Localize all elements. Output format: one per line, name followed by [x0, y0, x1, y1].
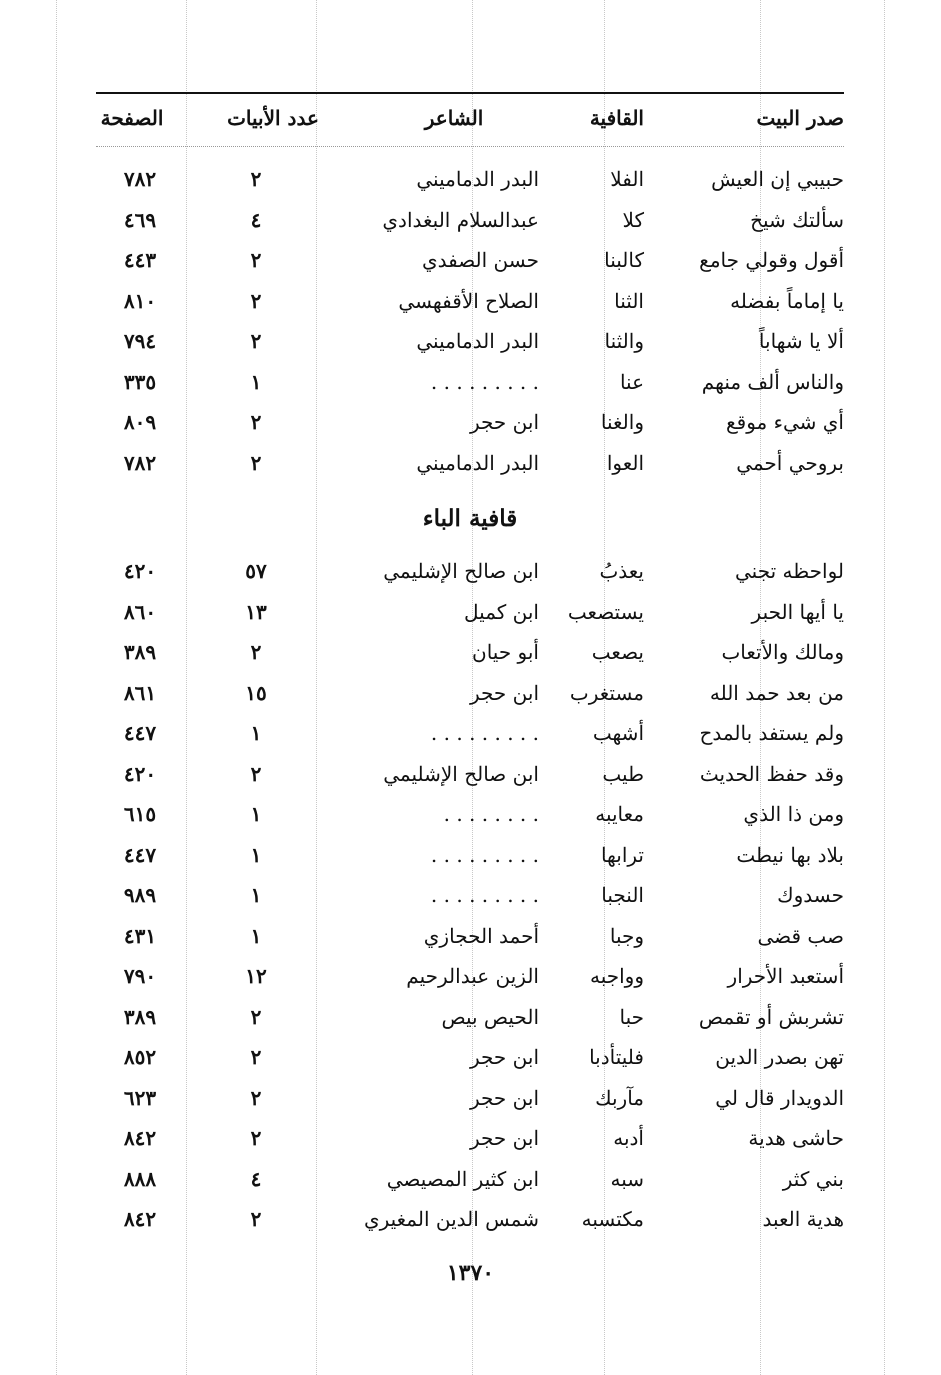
cell-shaer: ابن كثير المصيصي [386, 1166, 539, 1191]
cell-shaer: ابن صالح الإشليمي [383, 761, 539, 786]
cell-shaer: ابن حجر [469, 680, 539, 705]
cell-page: ٨٤٢ [123, 1207, 157, 1231]
cell-count: ٢ [250, 1004, 262, 1029]
cell-shaer: الزين عبدالرحيم [406, 964, 539, 988]
cell-shaer: البدر الدماميني [416, 167, 539, 191]
cell-shaer: الصلاح الأقفهسي [398, 288, 539, 313]
cell-qafiya: سبه [610, 1166, 644, 1191]
cell-page: ٦١٥ [123, 802, 157, 826]
cell-page: ٨٦١ [123, 680, 157, 705]
cell-page: ٤٤٧ [123, 842, 157, 867]
cell-shaer: الحيص بيص [441, 1004, 539, 1029]
cell-sadr: يا أيها الحبر [751, 599, 844, 624]
cell-sadr: صب قضى [757, 923, 844, 948]
cell-count: ١ [250, 883, 262, 907]
table-row [96, 281, 844, 322]
cell-page: ٧٨٢ [123, 167, 157, 191]
cell-count: ١٢ [245, 964, 267, 988]
table-row [96, 713, 844, 754]
cell-sadr: بلاد بها نيطت [736, 842, 844, 867]
table-row [96, 1159, 844, 1200]
cell-sadr: تشربش أو تقمص [698, 1004, 844, 1029]
cell-qafiya: والثنا [604, 329, 644, 353]
cell-page: ٩٨٩ [123, 883, 157, 907]
cell-count: ٢ [250, 248, 262, 272]
cell-page: ٦٢٣ [123, 1085, 157, 1110]
cell-count: ٢ [250, 1126, 262, 1150]
cell-sadr: سألتك شيخ [750, 207, 844, 232]
cell-sadr: ولم يستفد بالمدح [699, 721, 844, 745]
cell-shaer: أبو حيان [472, 640, 539, 664]
cell-sadr: والناس ألف منهم [701, 369, 844, 394]
cell-qafiya: طيب [602, 761, 644, 786]
cell-page: ٤٤٧ [123, 721, 157, 745]
table-row [96, 551, 844, 592]
table-header [96, 94, 844, 144]
cell-count: ٢ [250, 1045, 262, 1069]
cell-page: ٣٨٩ [123, 1004, 157, 1029]
cell-count: ١ [250, 369, 262, 394]
scan-line [56, 0, 57, 1375]
cell-count: ٢ [250, 640, 262, 664]
section-title: قافية الباء [422, 505, 518, 532]
index-table [96, 92, 844, 1240]
table-row [96, 443, 844, 484]
cell-count: ٢ [250, 1207, 262, 1231]
cell-page: ٧٨٢ [123, 450, 157, 475]
cell-qafiya: مستغرب [569, 680, 644, 705]
cell-shaer: البدر الدماميني [416, 450, 539, 475]
cell-sadr: أستعبد الأحرار [727, 964, 844, 988]
cell-shaer: ابن حجر [469, 1045, 539, 1069]
cell-count: ٢ [250, 450, 262, 475]
cell-page: ٨٠٩ [123, 410, 157, 434]
cell-qafiya: والغنا [600, 410, 644, 434]
cell-sadr: بني كثر [782, 1166, 844, 1191]
cell-sadr: تهن بصدر الدين [715, 1045, 844, 1069]
table-row [96, 794, 844, 835]
cell-count: ٢ [250, 288, 262, 313]
section-alif-rows [96, 159, 844, 483]
cell-sadr: ومن ذا الذي [743, 802, 844, 826]
cell-qafiya: وواجبه [590, 964, 644, 988]
cell-page: ٤٣١ [123, 923, 157, 948]
table-row [96, 673, 844, 714]
cell-count: ١٣ [245, 599, 267, 624]
cell-page: ٤٦٩ [123, 207, 157, 232]
cell-shaer: حسن الصفدي [421, 248, 539, 272]
cell-page: ٨٦٠ [123, 599, 157, 624]
header-count: عدد الأبيات [227, 106, 319, 130]
cell-qafiya: الفلا [610, 167, 644, 191]
cell-qafiya: كالبنا [604, 248, 644, 272]
cell-page: ٤٢٠ [123, 559, 157, 583]
header-page: الصفحة [100, 106, 164, 130]
cell-count: ١ [250, 721, 262, 745]
cell-page: ٣٨٩ [123, 640, 157, 664]
page-number: ١٣٧٠ [446, 1260, 495, 1286]
cell-count: ٢ [250, 1085, 262, 1110]
cell-sadr: حبيبي إن العيش [711, 167, 844, 191]
cell-count: ٢ [250, 329, 262, 353]
cell-page: ٨١٠ [123, 288, 157, 313]
cell-shaer: ابن صالح الإشليمي [383, 559, 539, 583]
cell-page: ٤٤٣ [123, 248, 157, 272]
table-row [96, 159, 844, 200]
cell-sadr: حسدوك [777, 883, 844, 907]
table-row [96, 592, 844, 633]
table-row [96, 200, 844, 241]
cell-qafiya: الثنا [614, 288, 644, 313]
cell-sadr: يا إماماً بفضله [730, 288, 844, 313]
cell-page: ٨٤٢ [123, 1126, 157, 1150]
cell-sadr: من بعد حمد الله [709, 680, 844, 705]
cell-page: ٨٥٢ [123, 1045, 157, 1069]
cell-count: ١ [250, 802, 262, 826]
table-row [96, 875, 844, 916]
cell-qafiya: معايبه [595, 802, 644, 826]
cell-page: ٨٨٨ [123, 1166, 157, 1191]
table-row [96, 1199, 844, 1240]
cell-sadr: لواحظه تجني [734, 559, 844, 583]
cell-qafiya: مكتسبه [581, 1207, 644, 1231]
cell-qafiya: يعذبُ [599, 559, 644, 583]
table-row [96, 362, 844, 403]
cell-sadr: الدويدار قال لي [715, 1085, 844, 1110]
cell-sadr: هدية العبد [762, 1207, 844, 1231]
cell-shaer: ابن حجر [469, 1126, 539, 1150]
cell-page: ٣٣٥ [123, 369, 157, 394]
section-ba-rows [96, 551, 844, 1240]
cell-page: ٤٢٠ [123, 761, 157, 786]
cell-qafiya: النجبا [601, 883, 644, 907]
cell-qafiya: عنا [619, 369, 644, 394]
table-row [96, 1118, 844, 1159]
header-qafiya: القافية [589, 106, 644, 130]
cell-qafiya: حبا [619, 1004, 644, 1029]
cell-sadr: ألا يا شهاباً [758, 329, 844, 353]
cell-sadr: بروحي أحمي [736, 450, 844, 475]
cell-qafiya: يستصعب [567, 599, 644, 624]
cell-sadr: ومالك والأتعاب [721, 640, 844, 664]
cell-shaer: البدر الدماميني [416, 329, 539, 353]
cell-shaer: ابن حجر [469, 410, 539, 434]
cell-shaer: أحمد الحجازي [423, 923, 539, 948]
section-heading [96, 483, 844, 551]
cell-page: ٧٩٤ [123, 329, 157, 353]
cell-count: ٤ [250, 207, 262, 232]
cell-qafiya: ترابها [600, 842, 644, 867]
cell-shaer: شمس الدين المغيري [363, 1207, 539, 1231]
cell-shaer: . . . . . . . . [443, 802, 539, 826]
cell-shaer: ابن كميل [464, 599, 539, 624]
table-row [96, 997, 844, 1038]
header-shaer: الشاعر [424, 106, 484, 130]
cell-page: ٧٩٠ [123, 964, 157, 988]
cell-shaer: ابن حجر [469, 1085, 539, 1110]
table-row [96, 402, 844, 443]
cell-shaer: . . . . . . . . . [430, 721, 539, 745]
table-row [96, 1037, 844, 1078]
cell-qafiya: أدبه [613, 1126, 644, 1150]
cell-qafiya: كلا [622, 207, 644, 232]
cell-count: ٢ [250, 761, 262, 786]
table-row [96, 321, 844, 362]
cell-count: ١ [250, 923, 262, 948]
cell-shaer: . . . . . . . . . [430, 369, 539, 394]
cell-sadr: وقد حفظ الحديث [699, 761, 844, 786]
cell-qafiya: العوا [606, 450, 644, 475]
table-row [96, 240, 844, 281]
table-row [96, 916, 844, 957]
table-row [96, 632, 844, 673]
header-sadr: صدر البيت [756, 106, 844, 130]
cell-count: ٢ [250, 410, 262, 434]
cell-count: ١٥ [245, 680, 267, 705]
table-row [96, 1078, 844, 1119]
cell-count: ٤ [250, 1166, 262, 1191]
cell-count: ٥٧ [245, 559, 267, 583]
cell-qafiya: مآربك [595, 1085, 644, 1110]
cell-shaer: . . . . . . . . . [430, 842, 539, 867]
cell-sadr: حاشى هدية [748, 1126, 844, 1150]
cell-qafiya: يصعب [591, 640, 644, 664]
cell-count: ١ [250, 842, 262, 867]
cell-sadr: أي شيء موقع [725, 410, 844, 434]
table-row [96, 956, 844, 997]
table-row [96, 754, 844, 795]
cell-qafiya: فليتأدبا [589, 1045, 644, 1069]
cell-sadr: أقول وقولي جامع [699, 248, 844, 272]
cell-shaer: . . . . . . . . . [430, 883, 539, 907]
cell-shaer: عبدالسلام البغدادي [382, 207, 539, 232]
cell-count: ٢ [250, 167, 262, 191]
table-row [96, 835, 844, 876]
cell-qafiya: وجبا [609, 923, 644, 948]
cell-qafiya: أشهب [592, 721, 644, 745]
scan-line [884, 0, 885, 1375]
